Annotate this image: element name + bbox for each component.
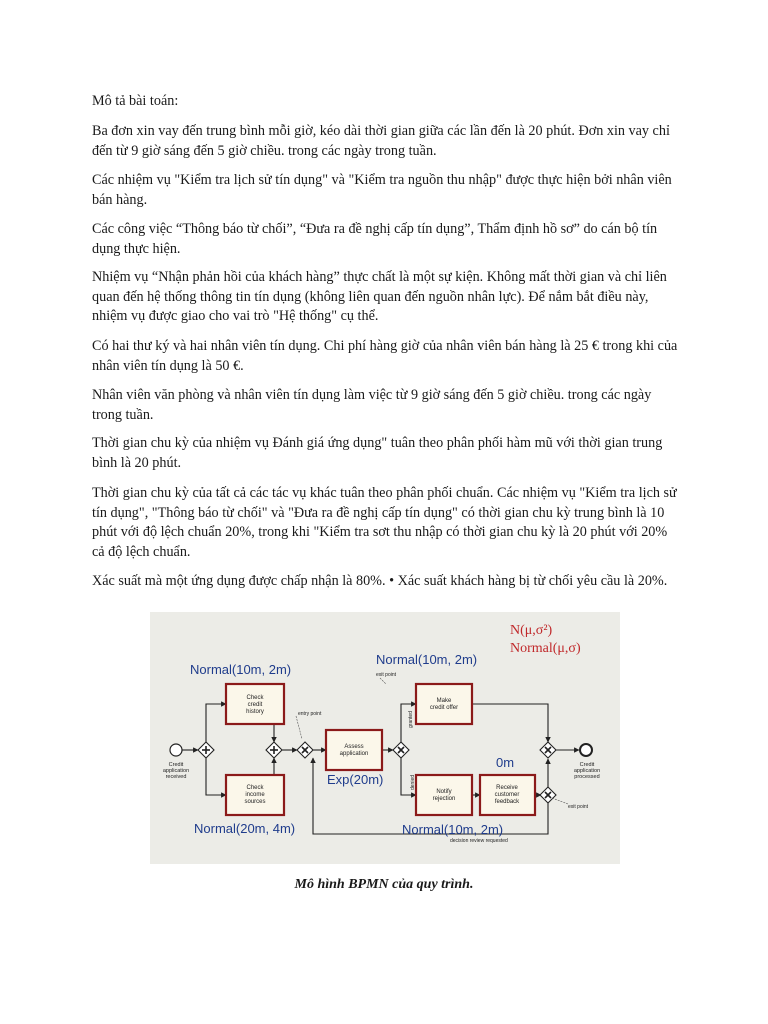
problem-heading: Mô tả bài toán:	[92, 93, 179, 109]
paragraph-system-role: Nhiệm vụ “Nhận phản hồi của khách hàng” thực chất là một sự kiện. Không mất thời gian và chỉ liên quan đến hệ thống thông tin tín dụng (không liên quan đến nguồn nhân lực). Để nắm bắt điều này, nhiệm vụ được giao cho vai trò "Hệ thống" cụ thể.	[92, 269, 667, 324]
svg-text:Notifyrejection: Notify rejection	[432, 789, 456, 802]
duration-make-offer: Normal(10m, 2m)	[376, 652, 478, 667]
svg-text:Checkincomesources: Check income sources	[244, 785, 266, 805]
start-event-label: Credit application received	[162, 762, 190, 780]
entry-point-label: entry point	[298, 711, 322, 717]
bpmn-diagram	[150, 612, 620, 864]
end-event-label: Credit application processed	[573, 762, 601, 780]
task-receive-customer-feedback	[480, 775, 535, 815]
svg-text:Assessapplication: Assess application	[339, 744, 369, 757]
end-event	[580, 744, 592, 756]
granted-label: granted	[408, 711, 414, 728]
duration-assess: Exp(20m)	[327, 772, 384, 787]
duration-notify-rejection: Normal(10m, 2m)	[402, 822, 504, 837]
svg-text:Checkcredithistory: Check credit history	[246, 695, 264, 715]
duration-check-history: Normal(10m, 2m)	[190, 662, 292, 677]
task-make-credit-offer	[416, 684, 472, 724]
task-notify-rejection	[416, 775, 472, 815]
legend-normal-long: Normal(μ,σ)	[510, 641, 581, 656]
legend-normal-short: N(μ,σ²)	[510, 623, 553, 638]
paragraph-sales-tasks: Các nhiệm vụ "Kiểm tra lịch sử tín dụng" và "Kiểm tra nguồn thu nhập" được thực hiện bởi nhân viên bán hàng.	[92, 172, 672, 208]
start-event	[170, 744, 182, 756]
exit-point-top-label: exit point	[376, 672, 397, 678]
duration-receive-feedback: 0m	[496, 755, 515, 770]
svg-text:Receivecustomerfeedback: Receive customer feedback	[494, 785, 520, 805]
paragraph-credit-officer-tasks: Các công việc “Thông báo từ chối”, “Đưa ra đề nghị cấp tín dụng”, Thẩm định hồ sơ” do cán bộ tín dụng thực hiện.	[92, 221, 658, 257]
figure-caption: Mô hình BPMN của quy trình.	[294, 877, 474, 892]
task-check-credit-history	[226, 684, 284, 724]
paragraph-working-hours: Nhân viên văn phòng và nhân viên tín dụng làm việc từ 9 giờ sáng đến 5 giờ chiều. trong các ngày trong tuần.	[92, 387, 652, 423]
decision-review-label: decision review requested	[450, 838, 508, 844]
svg-text:Makecredit offer: Make credit offer	[429, 698, 459, 711]
paragraph-normal-distributions: Thời gian chu kỳ của tất cả các tác vụ khác tuân theo phân phối chuẩn. Các nhiệm vụ "Kiểm tra lịch sử tín dụng", "Thông báo từ chối" và "Đưa ra đề nghị cấp tín dụng" có thời gian chu kỳ trung bình là 10 phút với độ lệch chuẩn 20%, trong khi "Kiểm tra sơt thu nhập có thời gian chu kỳ là 20 phút với 20% cả độ lệch chuẩn.	[92, 485, 677, 560]
paragraph-assess-distribution: Thời gian chu kỳ của nhiệm vụ Đánh giá ứng dụng" tuân theo phân phối hàm mũ với thời gian trung bình là 20 phút.	[92, 435, 663, 471]
task-assess-application	[326, 730, 382, 770]
denied-label: denied	[410, 774, 416, 790]
paragraph-probabilities: Xác suất mà một ứng dụng được chấp nhận là 80%. • Xác suất khách hàng bị từ chối yêu cầu là 20%.	[92, 573, 668, 589]
paragraph-arrivals: Ba đơn xin vay đến trung bình mỗi giờ, kéo dài thời gian giữa các lần đến là 20 phút. Đơn xin vay chỉ đến từ 9 giờ sáng đến 5 giờ chiều. trong các ngày trong tuần.	[92, 123, 670, 159]
task-check-income-sources	[226, 775, 284, 815]
paragraph-staff-costs: Có hai thư ký và hai nhân viên tín dụng. Chi phí hàng giờ của nhân viên bán hàng là 25 € trong khi của nhân viên tín dụng là 50 €.	[92, 338, 678, 374]
bpmn-figure	[150, 612, 620, 864]
duration-check-income: Normal(20m, 4m)	[194, 821, 296, 836]
exit-point-right-label: exit point	[568, 804, 589, 810]
